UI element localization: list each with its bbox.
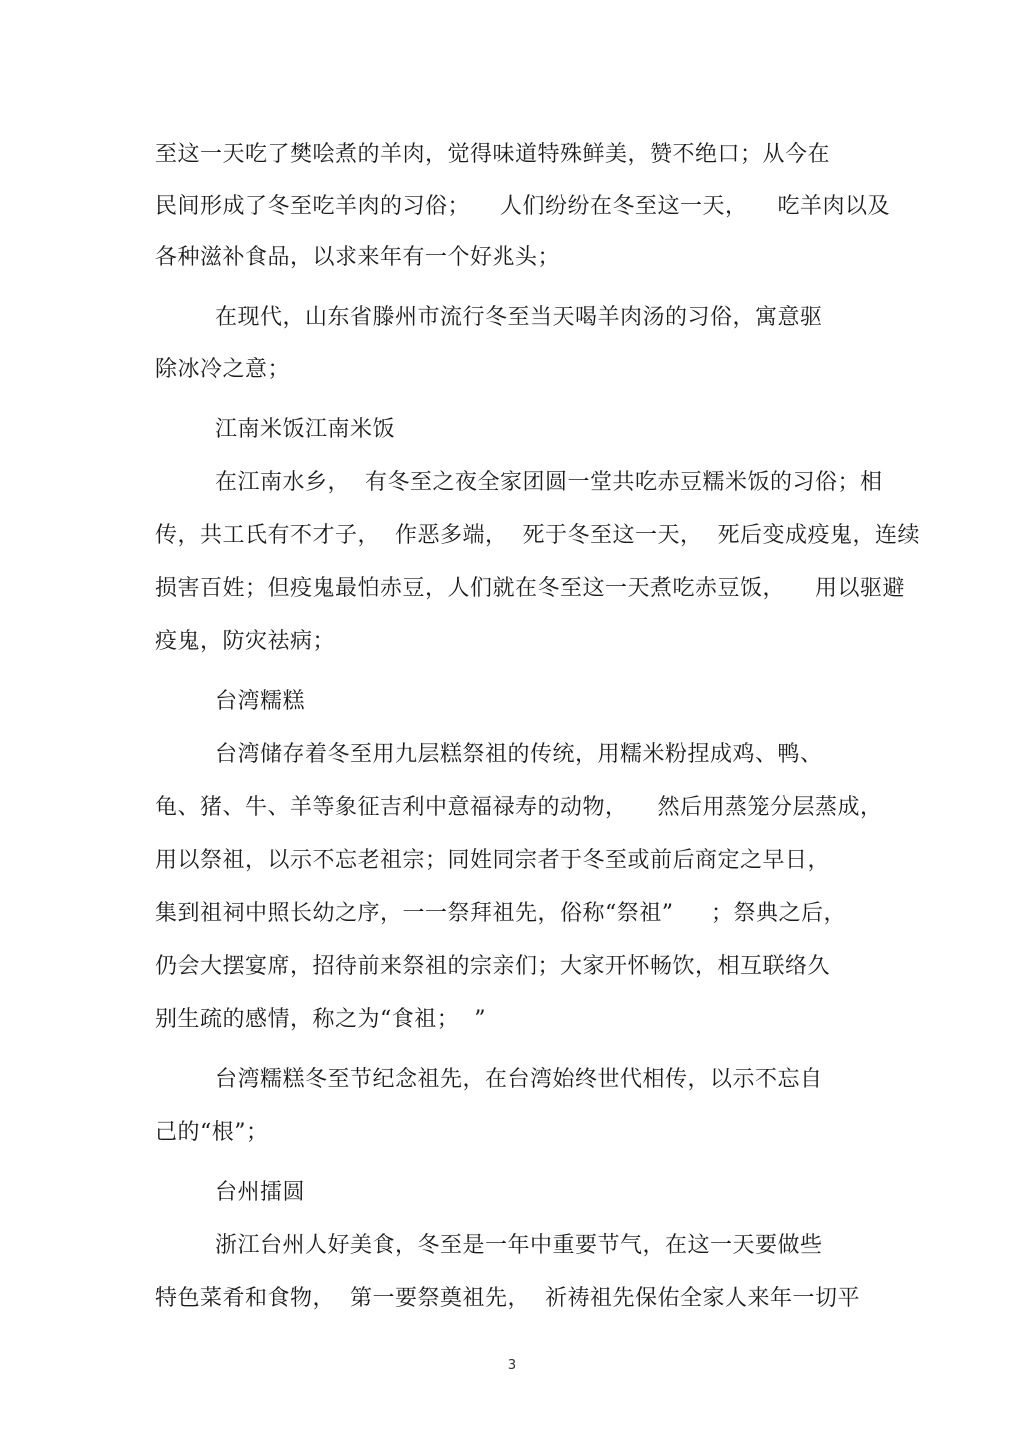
text-line: 民间形成了冬至吃羊肉的习俗； 人们纷纷在冬至这一天， 吃羊肉以及: [155, 194, 890, 219]
text-line: 特色菜肴和食物， 第一要祭奠祖先， 祈祷祖先保佑全家人来年一切平: [155, 1286, 860, 1311]
paragraph-first-line: 浙江台州人好美食，冬至是一年中重要节气，在这一天要做些: [215, 1233, 823, 1258]
text-line: 至这一天吃了樊哙煮的羊肉，觉得味道特殊鲜美，赞不绝口；从今在: [155, 142, 831, 167]
text-line: 仍会大摆宴席，招待前来祭祖的宗亲们；大家开怀畅饮，相互联络久: [155, 954, 831, 979]
paragraph-first-line: 台湾糯糕冬至节纪念祖先，在台湾始终世代相传，以示不忘自: [215, 1067, 823, 1092]
text-line: 己的“根”；: [155, 1120, 269, 1145]
section-heading: 台湾糯糕: [215, 689, 306, 714]
paragraph-first-line: 在江南水乡， 有冬至之夜全家团圆一堂共吃赤豆糯米饭的习俗；相: [215, 470, 883, 495]
section-heading: 江南米饭江南米饭: [215, 417, 396, 442]
text-line: 用以祭祖，以示不忘老祖宗；同姓同宗者于冬至或前后商定之早日，: [155, 848, 831, 873]
paragraph-first-line: 台湾储存着冬至用九层糕祭祖的传统，用糯米粉捏成鸡、鸭、: [215, 742, 823, 767]
text-line: 集到祖祠中照长幼之序，一一祭拜祖先，俗称“祭祖” ；祭典之后，: [155, 901, 846, 926]
text-line: 别生疏的感情，称之为“食祖； ”: [155, 1007, 486, 1032]
text-line: 除冰冷之意；: [155, 357, 291, 382]
paragraph-first-line: 在现代，山东省滕州市流行冬至当天喝羊肉汤的习俗，寓意驱: [215, 305, 823, 330]
text-line: 各种滋补食品，以求来年有一个好兆头；: [155, 245, 561, 270]
page-number: 3: [507, 1358, 517, 1373]
section-heading: 台州擂圆: [215, 1180, 306, 1205]
text-line: 疫鬼，防灾祛病；: [155, 629, 336, 654]
text-line: 龟、猪、牛、羊等象征吉利中意福禄寿的动物， 然后用蒸笼分层蒸成，: [155, 795, 883, 820]
text-line: 传，共工氏有不才子， 作恶多端， 死于冬至这一天， 死后变成疫鬼，连续: [155, 523, 920, 548]
text-line: 损害百姓；但疫鬼最怕赤豆，人们就在冬至这一天煮吃赤豆饭， 用以驱避: [155, 576, 905, 601]
